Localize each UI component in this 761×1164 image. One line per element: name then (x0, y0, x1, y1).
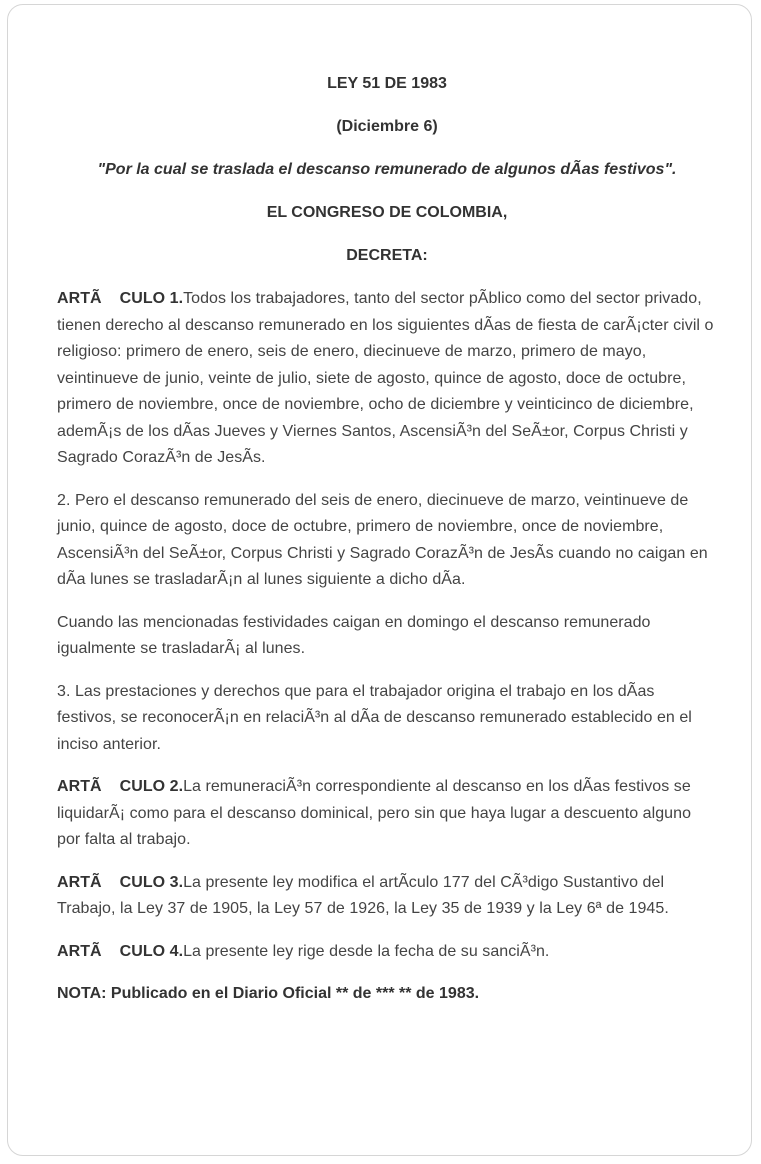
article-1-heading: ARTÃ CULO 1. (57, 290, 184, 307)
article-4-text: La presente ley rige desde la fecha de su sanciÃ³n. (183, 942, 550, 960)
law-subtitle: "Por la cual se traslada el descanso remunerado de algunos dÃas festivos". (97, 161, 677, 178)
law-decree: DECRETA: (346, 247, 428, 264)
article-4-heading: ARTÃ CULO 4. (57, 942, 184, 960)
article-1-text: Todos los trabajadores, tanto del sector pÃblico como del sector privado, tienen derecho al descanso remunerado en los siguientes dÃas de fiesta de carÃ¡cter civil o religioso: primero de enero, seis de enero, diecinueve de marzo, primero de mayo, veintinueve de junio, veinte de julio, siete de agosto, quince de agosto, doce de octubre, primero de noviembre, once de noviembre, ocho de diciembre y veinticinco de diciembre, ademÃ¡s de los dÃas Jueves y Viernes Santos, AscensiÃ³n del SeÃ±or, Corpus Christi y Sagrado CorazÃ³n de JesÃs. (57, 290, 714, 466)
article-1 (57, 286, 717, 472)
article-3-text: La presente ley modifica el artÃculo 177 del CÃ³digo Sustantivo del Trabajo, la Ley 37 de 1905, la Ley 57 de 1926, la Ley 35 de 1939 y la Ley 6ª de 1945. (57, 873, 669, 917)
article-3-heading: ARTÃ CULO 3. (57, 873, 184, 891)
article-1-paragraph-sunday: Cuando las mencionadas festividades caigan en domingo el descanso remunerado igualmente se trasladarÃ¡ al lunes. (57, 613, 651, 657)
article-1-paragraph-3: 3. Las prestaciones y derechos que para el trabajador origina el trabajo en los dÃas festivos, se reconocerÃ¡n en relaciÃ³n al dÃa de descanso remunerado establecido en el inciso anterior. (57, 682, 692, 753)
article-2-text: La remuneraciÃ³n correspondiente al descanso en los dÃas festivos se liquidarÃ¡ como para el descanso dominical, pero sin que haya lugar a descuento alguno por falta al trabajo. (57, 778, 692, 848)
law-title: LEY 51 DE 1983 (327, 75, 447, 92)
article-2 (57, 774, 717, 854)
article-3 (57, 870, 717, 923)
law-date: (Diciembre 6) (336, 118, 438, 135)
article-4 (57, 939, 717, 966)
law-issuer: EL CONGRESO DE COLOMBIA, (266, 204, 508, 221)
article-2-heading: ARTÃ CULO 2. (57, 778, 184, 795)
publication-note: NOTA: Publicado en el Diario Oficial ** de *** ** de 1983. (57, 985, 480, 1002)
document-content (57, 71, 717, 1007)
document-card (7, 4, 752, 1156)
article-1-paragraph-2: 2. Pero el descanso remunerado del seis de enero, diecinueve de marzo, veintinueve de junio, quince de agosto, doce de octubre, primero de noviembre, once de noviembre, AscensiÃ³n del SeÃ±or, Corpus Christi y Sagrado CorazÃ³n de JesÃs cuando no caigan en dÃa lunes se trasladarÃ¡n al lunes siguiente a dicho dÃa. (57, 491, 708, 588)
